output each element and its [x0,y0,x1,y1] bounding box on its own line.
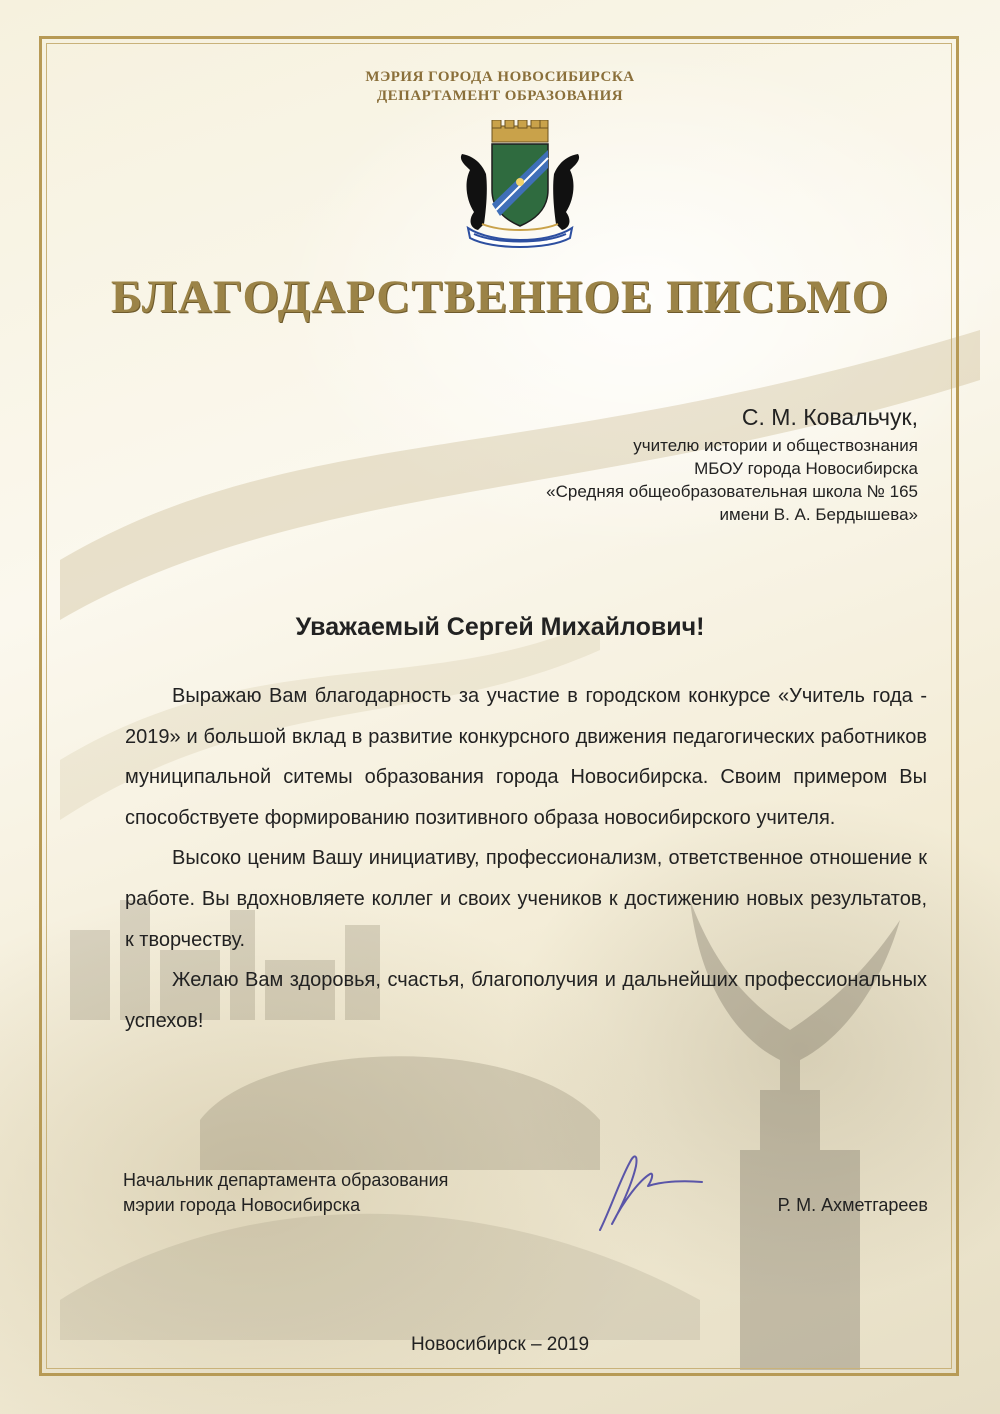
recipient-line-3: «Средняя общеобразовательная школа № 165 [546,482,918,501]
document-title: БЛАГОДАРСТВЕННОЕ ПИСЬМО [110,271,890,323]
body-paragraph-1: Выражаю Вам благодарность за участие в городском конкурсе «Учитель года - 2019» и большой вклад в развитие конкурсного движения педагогических работников муниципальной ситемы образования города Новосибирска. Своим примером Вы способствуете формированию позитивного образа новосибирского учителя. [125,685,927,829]
signatory-position [123,1168,448,1218]
recipient-name: С. М. Ковальчук, [741,404,918,430]
signatory-name: Р. М. Ахметгареев [777,1195,928,1215]
place-and-year: Новосибирск – 2019 [410,1334,590,1355]
letter-body [125,676,927,1041]
issuer-line-2: ДЕПАРТАМЕНТ ОБРАЗОВАНИЯ [376,88,624,104]
recipient-line-4: имени В. А. Бердышева» [719,505,918,524]
issuer-line-1: МЭРИЯ ГОРОДА НОВОСИБИРСКА [365,69,635,85]
greeting: Уважаемый Сергей Михайлович! [295,613,705,641]
body-paragraph-2: Высоко ценим Вашу инициативу, профессионализм, ответственное отношение к работе. Вы вдохновляете коллег и своих учеников к достижению новых результатов, к творчеству. [125,847,927,951]
issuer-header [0,68,1000,106]
signatory-position-line-2: мэрии города Новосибирска [123,1195,361,1215]
signatory-position-line-1: Начальник департамента образования [123,1170,449,1190]
recipient-block [546,400,918,526]
handwritten-signature [590,1140,710,1240]
body-paragraph-3: Желаю Вам здоровья, счастья, благополучия и дальнейших профессиональных успехов! [125,969,927,1032]
novosibirsk-coat-of-arms-icon [452,120,588,250]
recipient-line-1: учителю истории и обществознания [633,436,918,455]
recipient-line-2: МБОУ города Новосибирска [694,459,918,478]
